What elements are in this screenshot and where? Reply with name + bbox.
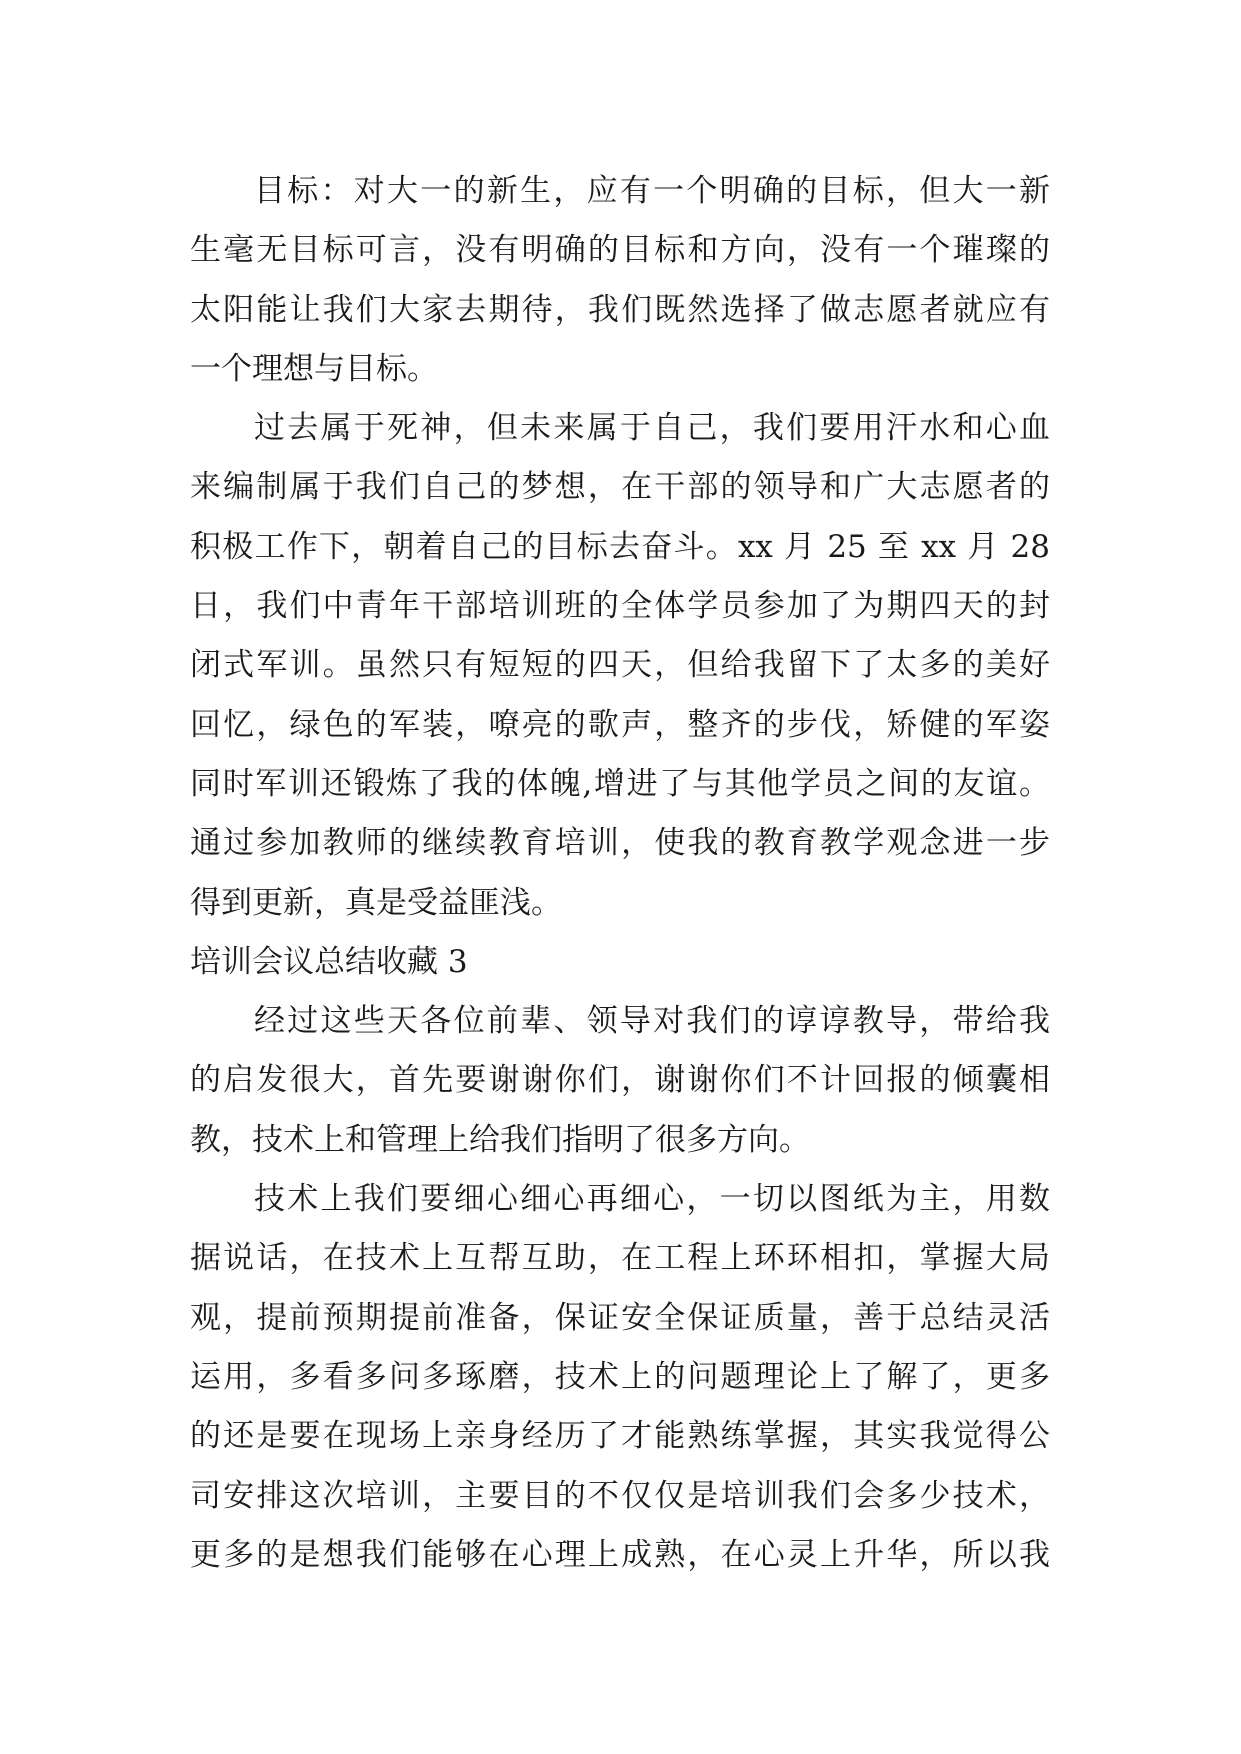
paragraph-line: 一个理想与目标。 — [190, 350, 438, 387]
paragraph-line: 过去属于死神，但未来属于自己，我们要用汗水和心血 — [254, 410, 1050, 447]
paragraph-line: 据说话，在技术上互帮互助，在工程上环环相扣，掌握大局 — [190, 1240, 1050, 1277]
paragraph-line: 日，我们中青年干部培训班的全体学员参加了为期四天的封 — [190, 588, 1050, 625]
paragraph-line: 来编制属于我们自己的梦想，在干部的领导和广大志愿者的 — [190, 469, 1050, 506]
paragraph-line: 通过参加教师的继续教育培训，使我的教育教学观念进一步 — [190, 825, 1050, 862]
paragraph-line: 的还是要在现场上亲身经历了才能熟练掌握，其实我觉得公 — [190, 1418, 1050, 1455]
paragraph-line: 教，技术上和管理上给我们指明了很多方向。 — [190, 1121, 810, 1158]
paragraph-line: 太阳能让我们大家去期待，我们既然选择了做志愿者就应有 — [190, 291, 1050, 328]
paragraph-military-training — [190, 399, 1050, 933]
paragraph-line: 运用，多看多问多琢磨，技术上的问题理论上了解了，更多 — [190, 1358, 1050, 1395]
paragraph-line: 得到更新，真是受益匪浅。 — [190, 884, 562, 921]
document-body — [190, 162, 1050, 1585]
section-heading: 培训会议总结收藏 3 — [190, 943, 468, 980]
paragraph-line: 目标：对大一的新生，应有一个明确的目标，但大一新 — [254, 173, 1050, 209]
paragraph-line: 经过这些天各位前辈、领导对我们的谆谆教导，带给我 — [254, 1003, 1050, 1040]
paragraph-line: 技术上我们要细心细心再细心，一切以图纸为主，用数 — [254, 1181, 1050, 1218]
paragraph-line: 观，提前预期提前准备，保证安全保证质量，善于总结灵活 — [190, 1299, 1050, 1336]
paragraph-line: 回忆，绿色的军装，嘹亮的歌声，整齐的步伐，矫健的军姿 — [190, 706, 1050, 743]
paragraph-line: 司安排这次培训，主要目的不仅仅是培训我们会多少技术， — [190, 1477, 1050, 1514]
paragraph-line: 生毫无目标可言，没有明确的目标和方向，没有一个璀璨的 — [190, 232, 1050, 269]
paragraph-goal — [190, 162, 1050, 399]
paragraph-line: 积极工作下，朝着自己的目标去奋斗。xx 月 25 至 xx 月 28 — [190, 528, 1050, 565]
paragraph-technical — [190, 1170, 1050, 1585]
paragraph-line: 闭式军训。虽然只有短短的四天，但给我留下了太多的美好 — [190, 647, 1050, 684]
paragraph-line: 的启发很大，首先要谢谢你们，谢谢你们不计回报的倾囊相 — [190, 1062, 1050, 1099]
paragraph-line: 同时军训还锻炼了我的体魄,增进了与其他学员之间的友谊。 — [190, 765, 1050, 802]
paragraph-gratitude — [190, 992, 1050, 1170]
paragraph-line: 更多的是想我们能够在心理上成熟，在心灵上升华，所以我 — [190, 1536, 1050, 1573]
